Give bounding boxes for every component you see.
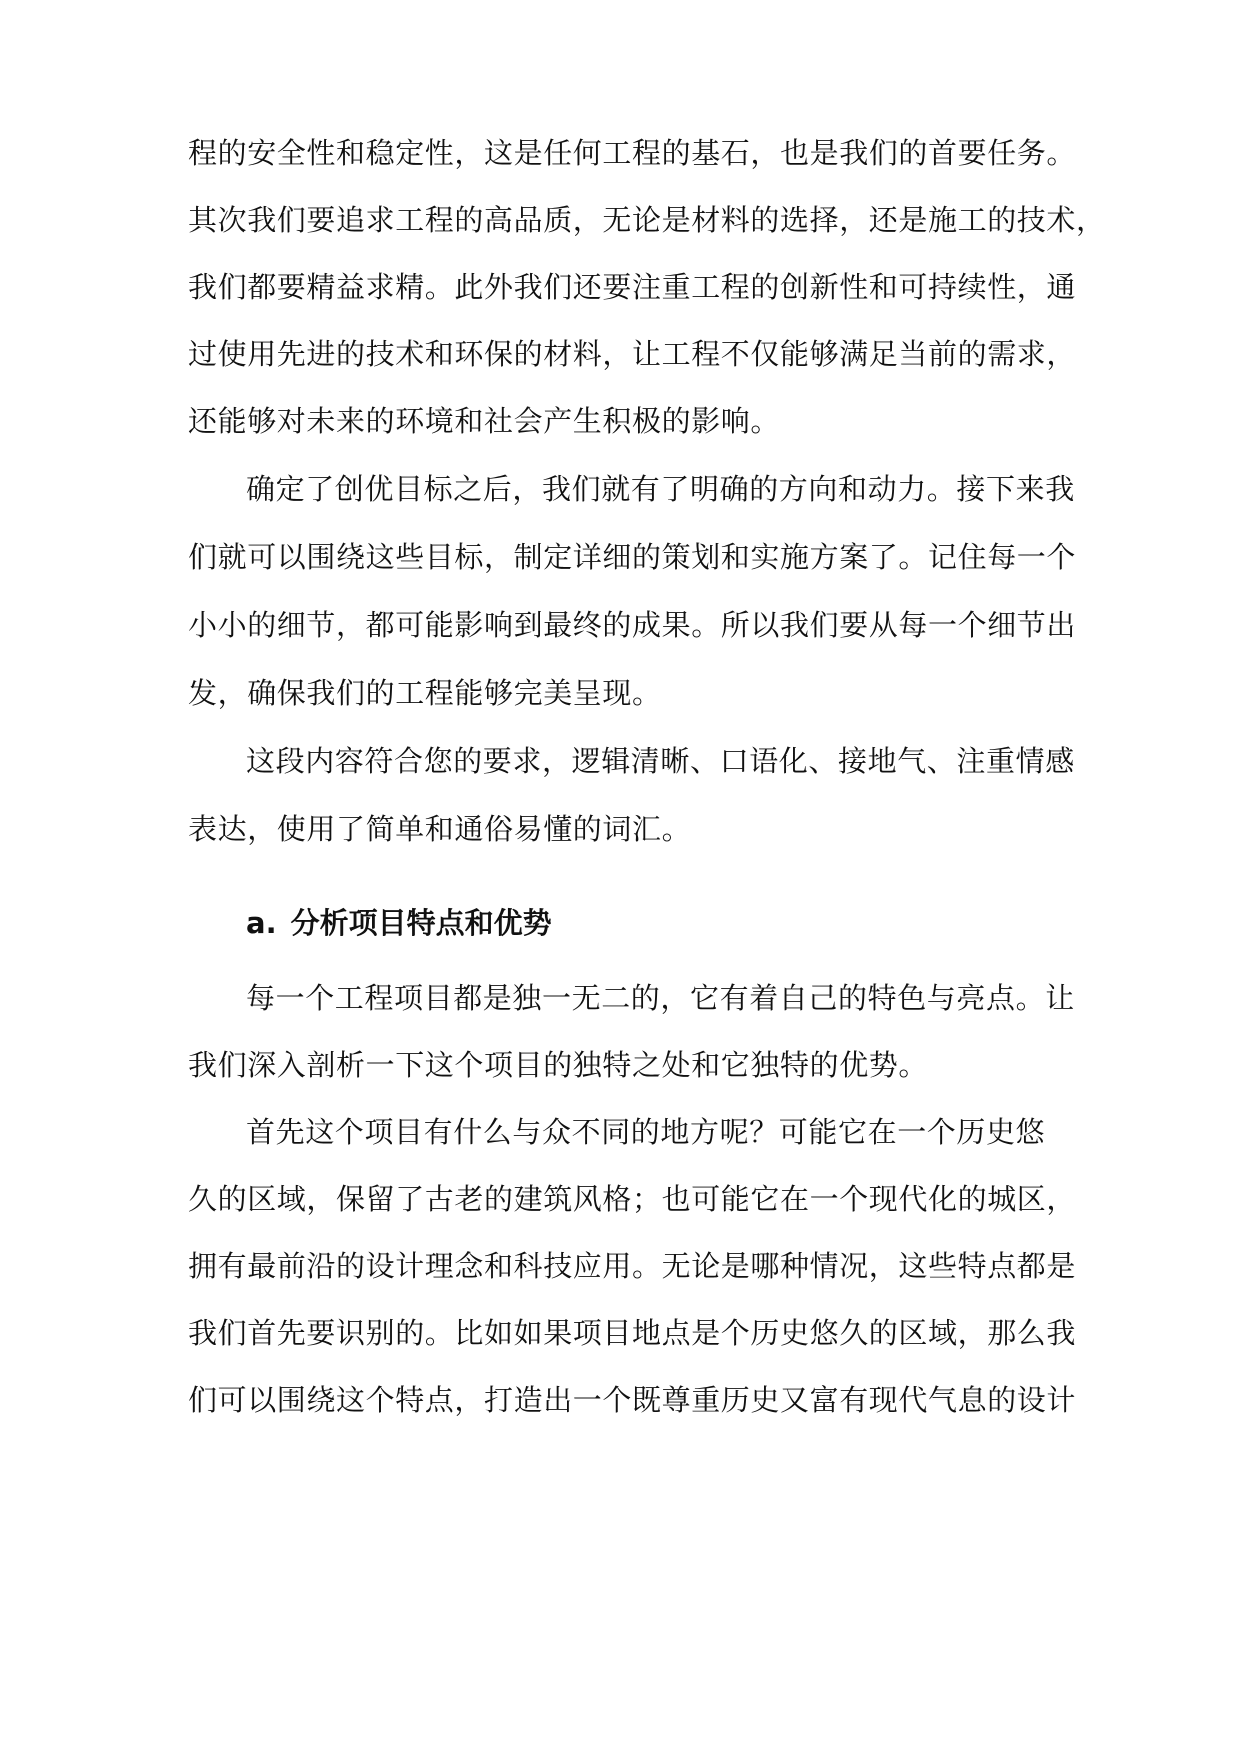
paragraph-5-line-2: 久的区域，保留了古老的建筑风格；也可能它在一个现代化的城区， xyxy=(188,1182,1077,1216)
section-title: 分析项目特点和优势 xyxy=(290,906,552,940)
paragraph-1-line-2: 其次我们要追求工程的高品质，无论是材料的选择，还是施工的技术， xyxy=(188,203,1106,237)
paragraph-5-line-4: 我们首先要识别的。比如如果项目地点是个历史悠久的区域，那么我 xyxy=(188,1316,1077,1350)
paragraph-2-line-3: 小小的细节，都可能影响到最终的成果。所以我们要从每一个细节出 xyxy=(188,608,1077,642)
paragraph-1-line-5: 还能够对未来的环境和社会产生积极的影响。 xyxy=(188,404,781,438)
paragraph-1-line-4: 过使用先进的技术和环保的材料，让工程不仅能够满足当前的需求， xyxy=(188,337,1077,371)
paragraph-5-line-3: 拥有最前沿的设计理念和科技应用。无论是哪种情况，这些特点都是 xyxy=(188,1249,1077,1283)
paragraph-4-line-1: 每一个工程项目都是独一无二的，它有着自己的特色与亮点。让 xyxy=(246,981,1075,1015)
paragraph-4-line-2: 我们深入剖析一下这个项目的独特之处和它独特的优势。 xyxy=(188,1048,929,1082)
paragraph-3-line-1: 这段内容符合您的要求，逻辑清晰、口语化、接地气、注重情感 xyxy=(246,744,1075,778)
paragraph-5-line-1: 首先这个项目有什么与众不同的地方呢？可能它在一个历史悠 xyxy=(246,1115,1046,1149)
paragraph-5-line-5: 们可以围绕这个特点，打造出一个既尊重历史又富有现代气息的设计 xyxy=(188,1383,1077,1417)
paragraph-2-line-2: 们就可以围绕这些目标，制定详细的策划和实施方案了。记住每一个 xyxy=(188,540,1077,574)
paragraph-1-line-1: 程的安全性和稳定性，这是任何工程的基石，也是我们的首要任务。 xyxy=(188,136,1077,170)
section-heading xyxy=(246,903,552,943)
paragraph-3-line-2: 表达，使用了简单和通俗易懂的词汇。 xyxy=(188,812,692,846)
section-marker: a. xyxy=(246,906,277,940)
paragraph-2-line-4: 发，确保我们的工程能够完美呈现。 xyxy=(188,676,662,710)
paragraph-2-line-1: 确定了创优目标之后，我们就有了明确的方向和动力。接下来我 xyxy=(246,472,1075,506)
paragraph-1-line-3: 我们都要精益求精。此外我们还要注重工程的创新性和可持续性，通 xyxy=(188,270,1077,304)
